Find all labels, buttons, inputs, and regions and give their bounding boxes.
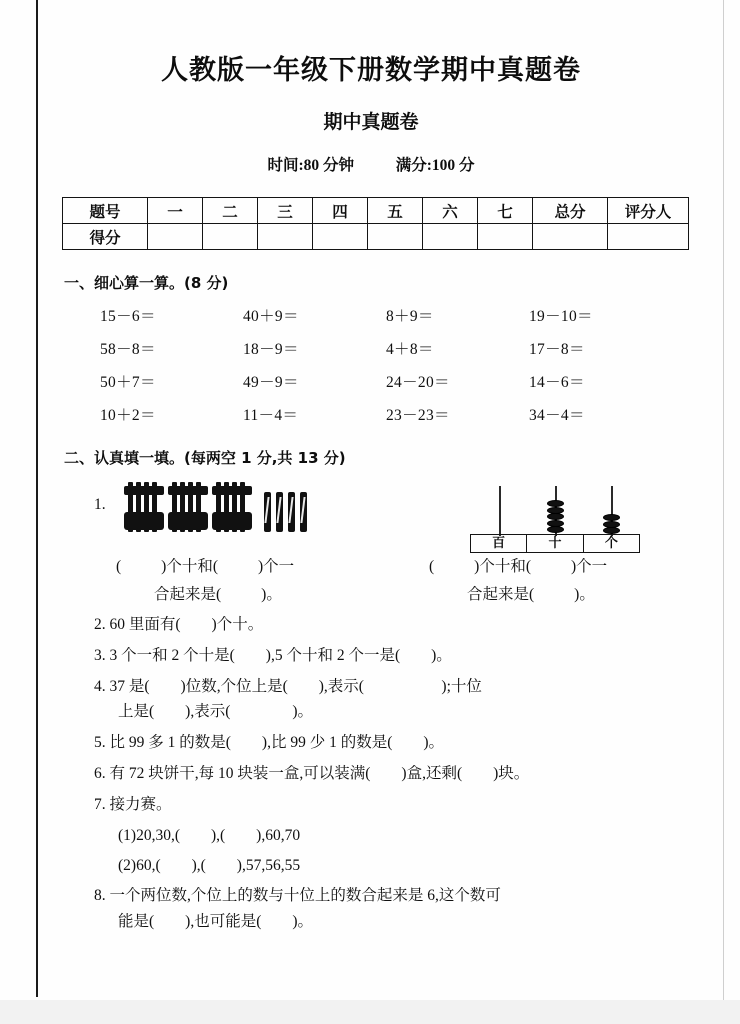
page-binding-edge-right (723, 0, 724, 1010)
abacus-bead (603, 514, 620, 521)
score-table-row-label: 题号 (63, 198, 148, 224)
single-stick-icon (300, 492, 307, 532)
arithmetic-row (100, 337, 675, 359)
arithmetic-problem: 17－8＝ (529, 341, 585, 358)
page-title: 人教版一年级下册数学期中真题卷 (161, 55, 581, 86)
arithmetic-problem: 49－9＝ (243, 374, 299, 391)
score-table-row-label-2: 得分 (63, 224, 148, 250)
arithmetic-problem: 18－9＝ (243, 341, 299, 358)
page-binding-edge-left (36, 0, 38, 997)
table-row-score (63, 224, 689, 250)
abacus-bead (547, 513, 564, 520)
score-col-4: 四 (313, 198, 368, 224)
question-1-left-blanks (62, 554, 371, 604)
blank-text: 合起来是( (154, 586, 222, 603)
score-col-5: 五 (368, 198, 423, 224)
section-one-heading: 一、细心算一算。(8 分) (64, 274, 229, 292)
score-col-2: 二 (203, 198, 258, 224)
score-cell-7[interactable] (478, 224, 533, 250)
question-7-title: 7. 接力赛。 (94, 795, 172, 813)
score-cell-3[interactable] (258, 224, 313, 250)
single-stick-icon (276, 492, 283, 532)
score-cell-5[interactable] (368, 224, 423, 250)
question-1-number: 1. (94, 496, 106, 513)
blank-text: )。 (261, 586, 282, 603)
arithmetic-problem: 34－4＝ (529, 407, 585, 424)
score-cell-rater[interactable] (608, 224, 689, 250)
score-cell-2[interactable] (203, 224, 258, 250)
blank-text: )个十和( (474, 558, 531, 575)
score-cell-4[interactable] (313, 224, 368, 250)
question-4[interactable] (94, 677, 680, 723)
score-col-3: 三 (258, 198, 313, 224)
question-1-left-line-2[interactable] (154, 582, 371, 604)
abacus-label-tens: 十 (527, 535, 583, 552)
question-7 (94, 795, 680, 815)
score-cell-6[interactable] (423, 224, 478, 250)
exam-meta (62, 153, 680, 175)
score-col-1: 一 (148, 198, 203, 224)
counting-sticks-illustration (126, 482, 307, 532)
question-1-right-line-1[interactable] (429, 554, 680, 576)
question-2[interactable]: 2. 60 里面有( )个十。 (94, 616, 264, 633)
question-8[interactable] (94, 886, 680, 932)
question-3[interactable]: 3. 3 个一和 2 个十是( ),5 个十和 2 个一是( )。 (94, 646, 452, 664)
question-6[interactable]: 6. 有 72 块饼干,每 10 块装一盒,可以装满( )盒,还剩( )块。 (94, 765, 530, 783)
arithmetic-problem: 8＋9＝ (386, 308, 434, 325)
question-1-right-blanks (371, 554, 680, 604)
page-content (62, 0, 680, 931)
arithmetic-row (100, 370, 675, 392)
arithmetic-problem: 4＋8＝ (386, 341, 434, 358)
score-cell-total[interactable] (533, 224, 608, 250)
question-1-right-line-2[interactable] (467, 582, 680, 604)
abacus-bead (547, 500, 564, 507)
question-1-blanks (62, 554, 680, 604)
arithmetic-problem: 19－10＝ (529, 308, 593, 325)
blank-text: 合起来是( (467, 586, 535, 603)
question-4-line-2: 上是( ),表示( )。 (118, 703, 314, 721)
score-col-6: 六 (423, 198, 478, 224)
stick-bundle-icon (214, 482, 250, 532)
abacus-base (470, 534, 640, 553)
blank-open-paren: ( (116, 558, 122, 575)
abacus-bead (603, 527, 620, 534)
blank-text: )。 (574, 586, 595, 603)
abacus-beads-ones (603, 514, 620, 534)
score-table (62, 197, 689, 250)
arithmetic-problem: 58－8＝ (100, 341, 156, 358)
page-subtitle: 期中真题卷 (323, 111, 419, 133)
arithmetic-row (100, 403, 675, 425)
question-1-left-line-1[interactable] (116, 554, 371, 576)
page-bottom-margin (0, 1000, 740, 1024)
blank-text: )个十和( (161, 558, 218, 575)
single-stick-icon (288, 492, 295, 532)
stick-bundle-icon (126, 482, 162, 532)
question-7-part-2[interactable]: (2)60,( ),( ),57,56,55 (118, 856, 301, 874)
question-8-line-2: 能是( ),也可能是( )。 (118, 912, 314, 930)
question-7-part-1[interactable]: (1)20,30,( ),( ),60,70 (118, 826, 301, 844)
abacus-label-ones: 个 (604, 535, 618, 550)
arithmetic-problem: 14－6＝ (529, 374, 585, 391)
question-4-line-1: 4. 37 是( )位数,个位上是( ),表示( );十位 (94, 677, 482, 695)
question-1-illustration (62, 480, 680, 552)
score-col-total: 总分 (533, 198, 608, 224)
abacus-rod-hundreds (499, 486, 501, 536)
question-8-line-1: 8. 一个两位数,个位上的数与十位上的数合起来是 6,这个数可 (94, 886, 501, 904)
section-two-heading: 二、认真填一填。(每两空 1 分,共 13 分) (64, 449, 346, 467)
stick-bundle-icon (170, 482, 206, 532)
arithmetic-grid (100, 304, 675, 425)
arithmetic-problem: 40＋9＝ (243, 308, 299, 325)
arithmetic-problem: 10＋2＝ (100, 407, 156, 424)
arithmetic-problem: 23－23＝ (386, 407, 450, 424)
abacus-label-hundreds: 百 (471, 535, 527, 552)
arithmetic-problem: 11－4＝ (243, 407, 299, 424)
arithmetic-problem: 24－20＝ (386, 374, 450, 391)
score-col-7: 七 (478, 198, 533, 224)
blank-open-paren: ( (429, 558, 435, 575)
single-stick-icon (264, 492, 271, 532)
table-row-header (63, 198, 689, 224)
total-score-label: 满分:100 分 (395, 157, 475, 174)
arithmetic-row (100, 304, 675, 326)
abacus-beads-tens (547, 500, 564, 533)
blank-text: )个一 (571, 558, 608, 575)
score-col-rater: 评分人 (608, 198, 689, 224)
question-5[interactable]: 5. 比 99 多 1 的数是( ),比 99 少 1 的数是( )。 (94, 734, 445, 752)
arithmetic-problem: 15－6＝ (100, 308, 156, 325)
score-cell-1[interactable] (148, 224, 203, 250)
abacus-bead (547, 526, 564, 533)
abacus-illustration (462, 480, 652, 552)
single-sticks-group (264, 492, 307, 532)
arithmetic-problem: 50＋7＝ (100, 374, 156, 391)
time-limit-label: 时间:80 分钟 (267, 157, 354, 174)
blank-text: )个一 (258, 558, 295, 575)
